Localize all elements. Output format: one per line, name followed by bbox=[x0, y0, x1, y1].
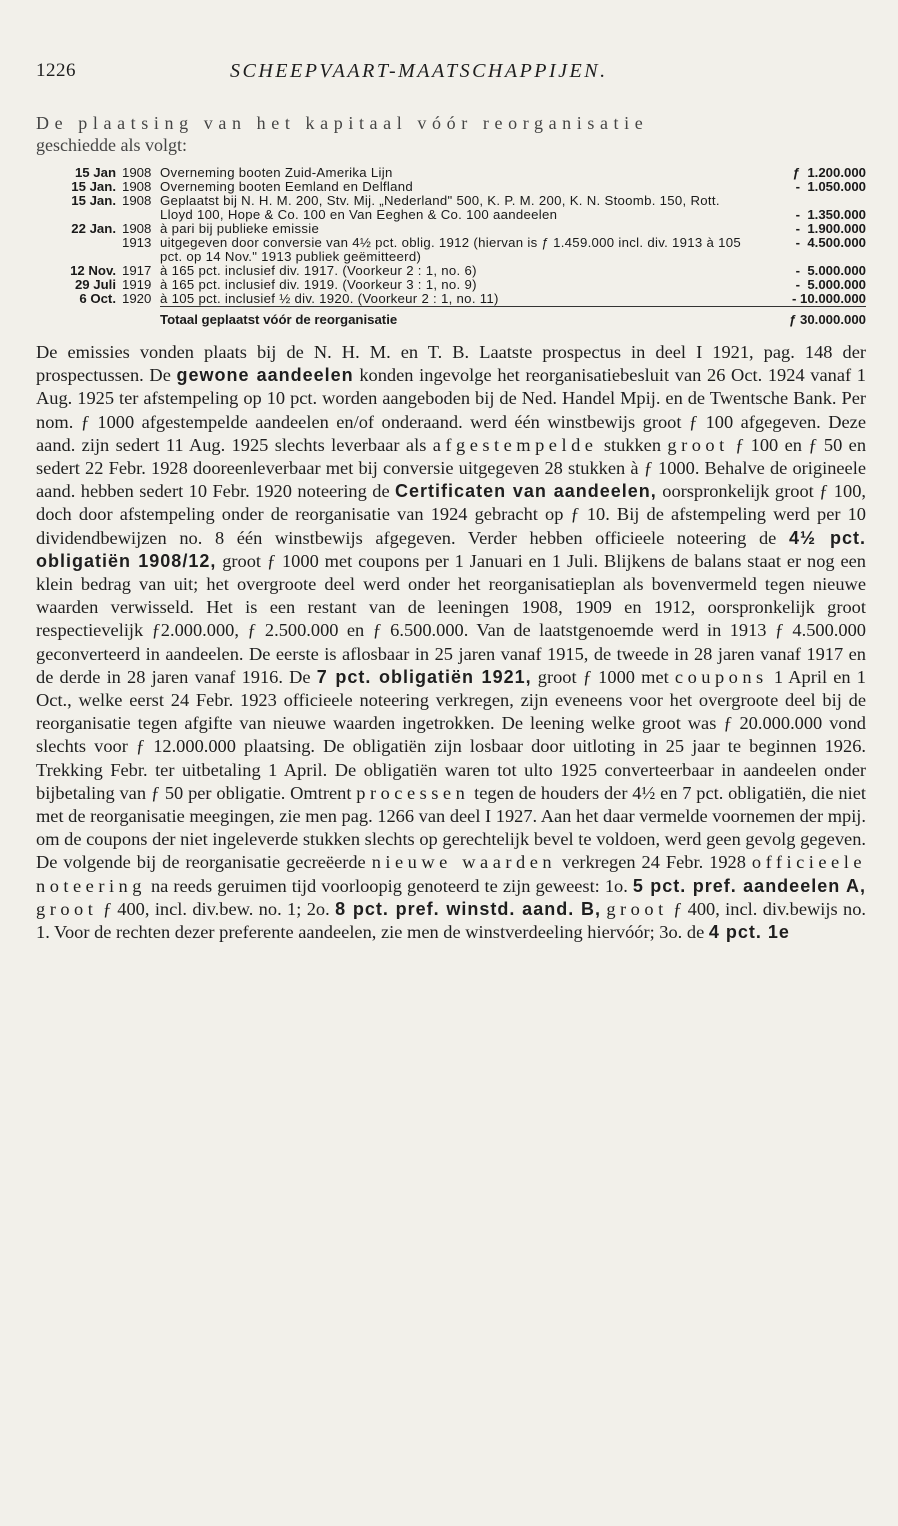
row-amount: - 10.000.000 bbox=[791, 291, 866, 306]
heading-obligatien-1921: 7 pct. obligatiën 1921, bbox=[316, 666, 532, 687]
spaced-term: nieuwe waarden bbox=[371, 852, 557, 873]
table-row bbox=[36, 278, 866, 292]
table-row bbox=[36, 264, 866, 278]
intro-spaced-text: De plaatsing van het kapitaal vóór reorganisatie bbox=[36, 113, 649, 133]
row-description: Geplaatst bij N. H. M. 200, Stv. Mij. „Nederland" 500, K. P. M. 200, K. N. Stoomb. 150, Rott. Lloyd 100, Hope & Co. 100 en Van Eeghen & Co. 100 aandeelen bbox=[160, 193, 720, 222]
table-row bbox=[36, 166, 866, 180]
table-row bbox=[36, 194, 866, 222]
table-row bbox=[36, 292, 866, 307]
text-run: verkregen 24 Febr. 1928 bbox=[556, 852, 752, 873]
row-description: à pari bij publieke emissie bbox=[160, 221, 320, 236]
spaced-term: groot bbox=[606, 898, 668, 919]
row-description: uitgegeven door conversie van 4½ pct. oblig. 1912 (hiervan is ƒ 1.459.000 incl. div. 1913 à 105 pct. op 14 Nov." 1913 publiek geëmitteerd) bbox=[160, 235, 742, 264]
row-description: à 105 pct. inclusief ½ div. 1920. (Voorkeur 2 : 1, no. 11) bbox=[160, 291, 499, 306]
heading-pref-winstd-b: 8 pct. pref. winstd. aand. B, bbox=[335, 898, 601, 919]
row-date bbox=[36, 236, 122, 264]
row-date: 15 Jan. bbox=[71, 193, 116, 208]
text-run: De emissies vonden plaats bij de N. H. M. en T. B. Laatste prospectus in deel I 1921, pag. 148 der prospectussen. De bbox=[36, 342, 866, 386]
text-run: ƒ 400, incl. div.bewijs no. 1. Voor de rechten dezer preferente aandeelen, zie men de winstverdeeling hiervóór; 3o. de bbox=[36, 898, 866, 943]
row-amount: - 4.500.000 bbox=[795, 235, 866, 250]
text-run: tegen de houders der 4½ en 7 pct. obligatiën, die niet met de reorganisatie meegingen, zie men pag. 1266 van deel I 1927. Aan het daar vermelde voornemen der mpij. om de coupons der niet ingeleverde stukken slechts op gerechtelijk bevel te voldoen, werd geen gevolg gegeven. De volgende bij de reorganisatie gecreëerde bbox=[36, 782, 867, 873]
row-amount: ƒ 1.200.000 bbox=[792, 165, 866, 180]
body-text bbox=[36, 341, 866, 944]
text-run: ƒ 400, incl. div.bew. no. 1; 2o. bbox=[97, 898, 336, 919]
row-year: 1919 bbox=[122, 277, 152, 292]
placement-table bbox=[36, 166, 866, 327]
spaced-term: coupons bbox=[674, 666, 768, 687]
heading-certificaten: Certificaten van aandeelen, bbox=[395, 481, 657, 502]
text-run: ƒ 100 en ƒ 50 en sedert 22 Febr. 1928 dooreenleverbaar met bij conversie uitgegeven 28 stukken à ƒ 1000. Behalve de origineele aand. hebben sedert 10 Febr. 1920 noteering de bbox=[36, 434, 867, 502]
row-amount: - 1.050.000 bbox=[795, 179, 866, 194]
body-paragraph bbox=[36, 341, 866, 944]
text-run: 1 April en 1 Oct., welke eerst 24 Febr. 1923 officieele noteering verkregen, zijn eveneens voor het overgroote deel bij de reorganisatie tegen afgifte van nieuwe waarden ingetrokken. De leening welke groot was ƒ 20.000.000 vond slechts voor ƒ 12.000.000 plaatsing. De obligatiën zijn losbaar door uitloting in 25 jaar te beginnen 1926. Trekking Febr. ter uitbetaling 1 April. De obligatiën waren tot ulto 1925 converteerbaar in aandeelen onder bijbetaling van ƒ 50 per obligatie. Omtrent bbox=[36, 666, 866, 803]
table-row bbox=[36, 222, 866, 236]
text-run: groot ƒ 1000 met bbox=[531, 666, 675, 687]
row-date: 6 Oct. bbox=[79, 291, 116, 306]
row-date: 12 Nov. bbox=[70, 263, 116, 278]
heading-4-pct: 4 pct. 1e bbox=[708, 922, 790, 943]
spaced-term: processen bbox=[356, 782, 470, 803]
total-label: Totaal geplaatst vóór de reorganisatie bbox=[160, 307, 748, 328]
page-header bbox=[36, 60, 866, 100]
spaced-term: afgestempelde bbox=[432, 434, 598, 455]
heading-gewone-aandeelen: gewone aandeelen bbox=[176, 365, 354, 386]
row-date: 15 Jan bbox=[74, 165, 116, 180]
text-run: stukken bbox=[597, 434, 668, 455]
row-description: Overneming booten Eemland en Delfland bbox=[160, 179, 414, 194]
row-year: 1908 bbox=[122, 193, 152, 208]
spaced-term: officieele noteering bbox=[36, 852, 866, 896]
row-year: 1908 bbox=[122, 165, 152, 180]
spaced-term: groot bbox=[36, 898, 98, 919]
row-year: 1917 bbox=[122, 263, 152, 278]
row-date: 15 Jan. bbox=[71, 179, 116, 194]
row-amount: - 1.900.000 bbox=[795, 221, 866, 236]
row-description: à 165 pct. inclusief div. 1919. (Voorkeur 3 : 1, no. 9) bbox=[160, 277, 477, 292]
row-year: 1908 bbox=[122, 179, 152, 194]
page bbox=[36, 60, 866, 944]
text-run: oorspronkelijk groot ƒ 100, doch door afstempeling onder de reorganisatie van 1924 gebracht op ƒ 10. Bij de afstempeling werd per 10 dividendbewijzen no. 8 één winstbewijs afgegeven. Verder hebben officieele noteering de bbox=[36, 481, 866, 548]
text-run: konden ingevolge het reorganisatiebesluit van 26 Oct. 1924 vanaf 1 Aug. 1925 ter afstempeling op 10 pct. worden aangeboden bij de Ned. Handel Mpij. en de Twentsche Bank. Per nom. ƒ 1000 afgestempelde aandeelen en/of onderaand. werd één winstbewijs groot ƒ 100 afgegeven. Deze aand. zijn sedert 11 Aug. 1925 slechts leverbaar als bbox=[36, 365, 867, 455]
total-amount: ƒ 30.000.000 bbox=[748, 307, 866, 328]
table-row bbox=[36, 180, 866, 194]
text-run: groot ƒ 1000 met coupons per 1 Januari en 1 Juli. Blijkens de balans staat er nog een klein bedrag van uit; het overgroote deel werd onder het reorganisatieplan als bovenvermeld tegen nieuwe waarden verwisseld. Het is een restant van de leeningen 1908, 1909 en 1912, oorspronkelijk groot respectievelijk ƒ2.000.000, ƒ 2.500.000 en ƒ 6.500.000. Van de laatstgenoemde werd in 1913 ƒ 4.500.000 geconverteerd in aandeelen. De eerste is aflosbaar in 25 jaren vanaf 1915, de tweede in 28 jaren vanaf 1917 en de derde in 28 jaren vanaf 1916. De bbox=[36, 550, 866, 687]
row-date: 22 Jan. bbox=[71, 221, 116, 236]
spaced-term: groot bbox=[667, 434, 729, 455]
intro-paragraph bbox=[36, 112, 866, 156]
heading-obligatien-1908: 4½ pct. obligatiën 1908/12, bbox=[36, 527, 866, 571]
text-run: na reeds geruimen tijd voorloopig genoteerd te zijn geweest: 1o. bbox=[145, 875, 633, 896]
row-year: 1913 bbox=[122, 235, 152, 250]
row-amount: - 5.000.000 bbox=[795, 263, 866, 278]
total-row bbox=[36, 307, 866, 328]
row-year: 1908 bbox=[122, 221, 152, 236]
row-description: à 165 pct. inclusief div. 1917. (Voorkeur 2 : 1, no. 6) bbox=[160, 263, 477, 278]
row-amount: - 1.350.000 bbox=[795, 207, 866, 222]
row-amount: - 5.000.000 bbox=[795, 277, 866, 292]
heading-pref-aandeelen-a: 5 pct. pref. aandeelen A, bbox=[632, 875, 866, 896]
page-number: 1226 bbox=[36, 60, 76, 81]
row-description: Overneming booten Zuid-Amerika Lijn bbox=[160, 165, 393, 180]
row-date: 29 Juli bbox=[74, 277, 116, 292]
intro-text: geschiedde als volgt: bbox=[36, 135, 187, 155]
table-row bbox=[36, 236, 866, 264]
row-year: 1920 bbox=[122, 291, 152, 306]
running-title: SCHEEPVAART-MAATSCHAPPIJEN. bbox=[230, 60, 608, 82]
